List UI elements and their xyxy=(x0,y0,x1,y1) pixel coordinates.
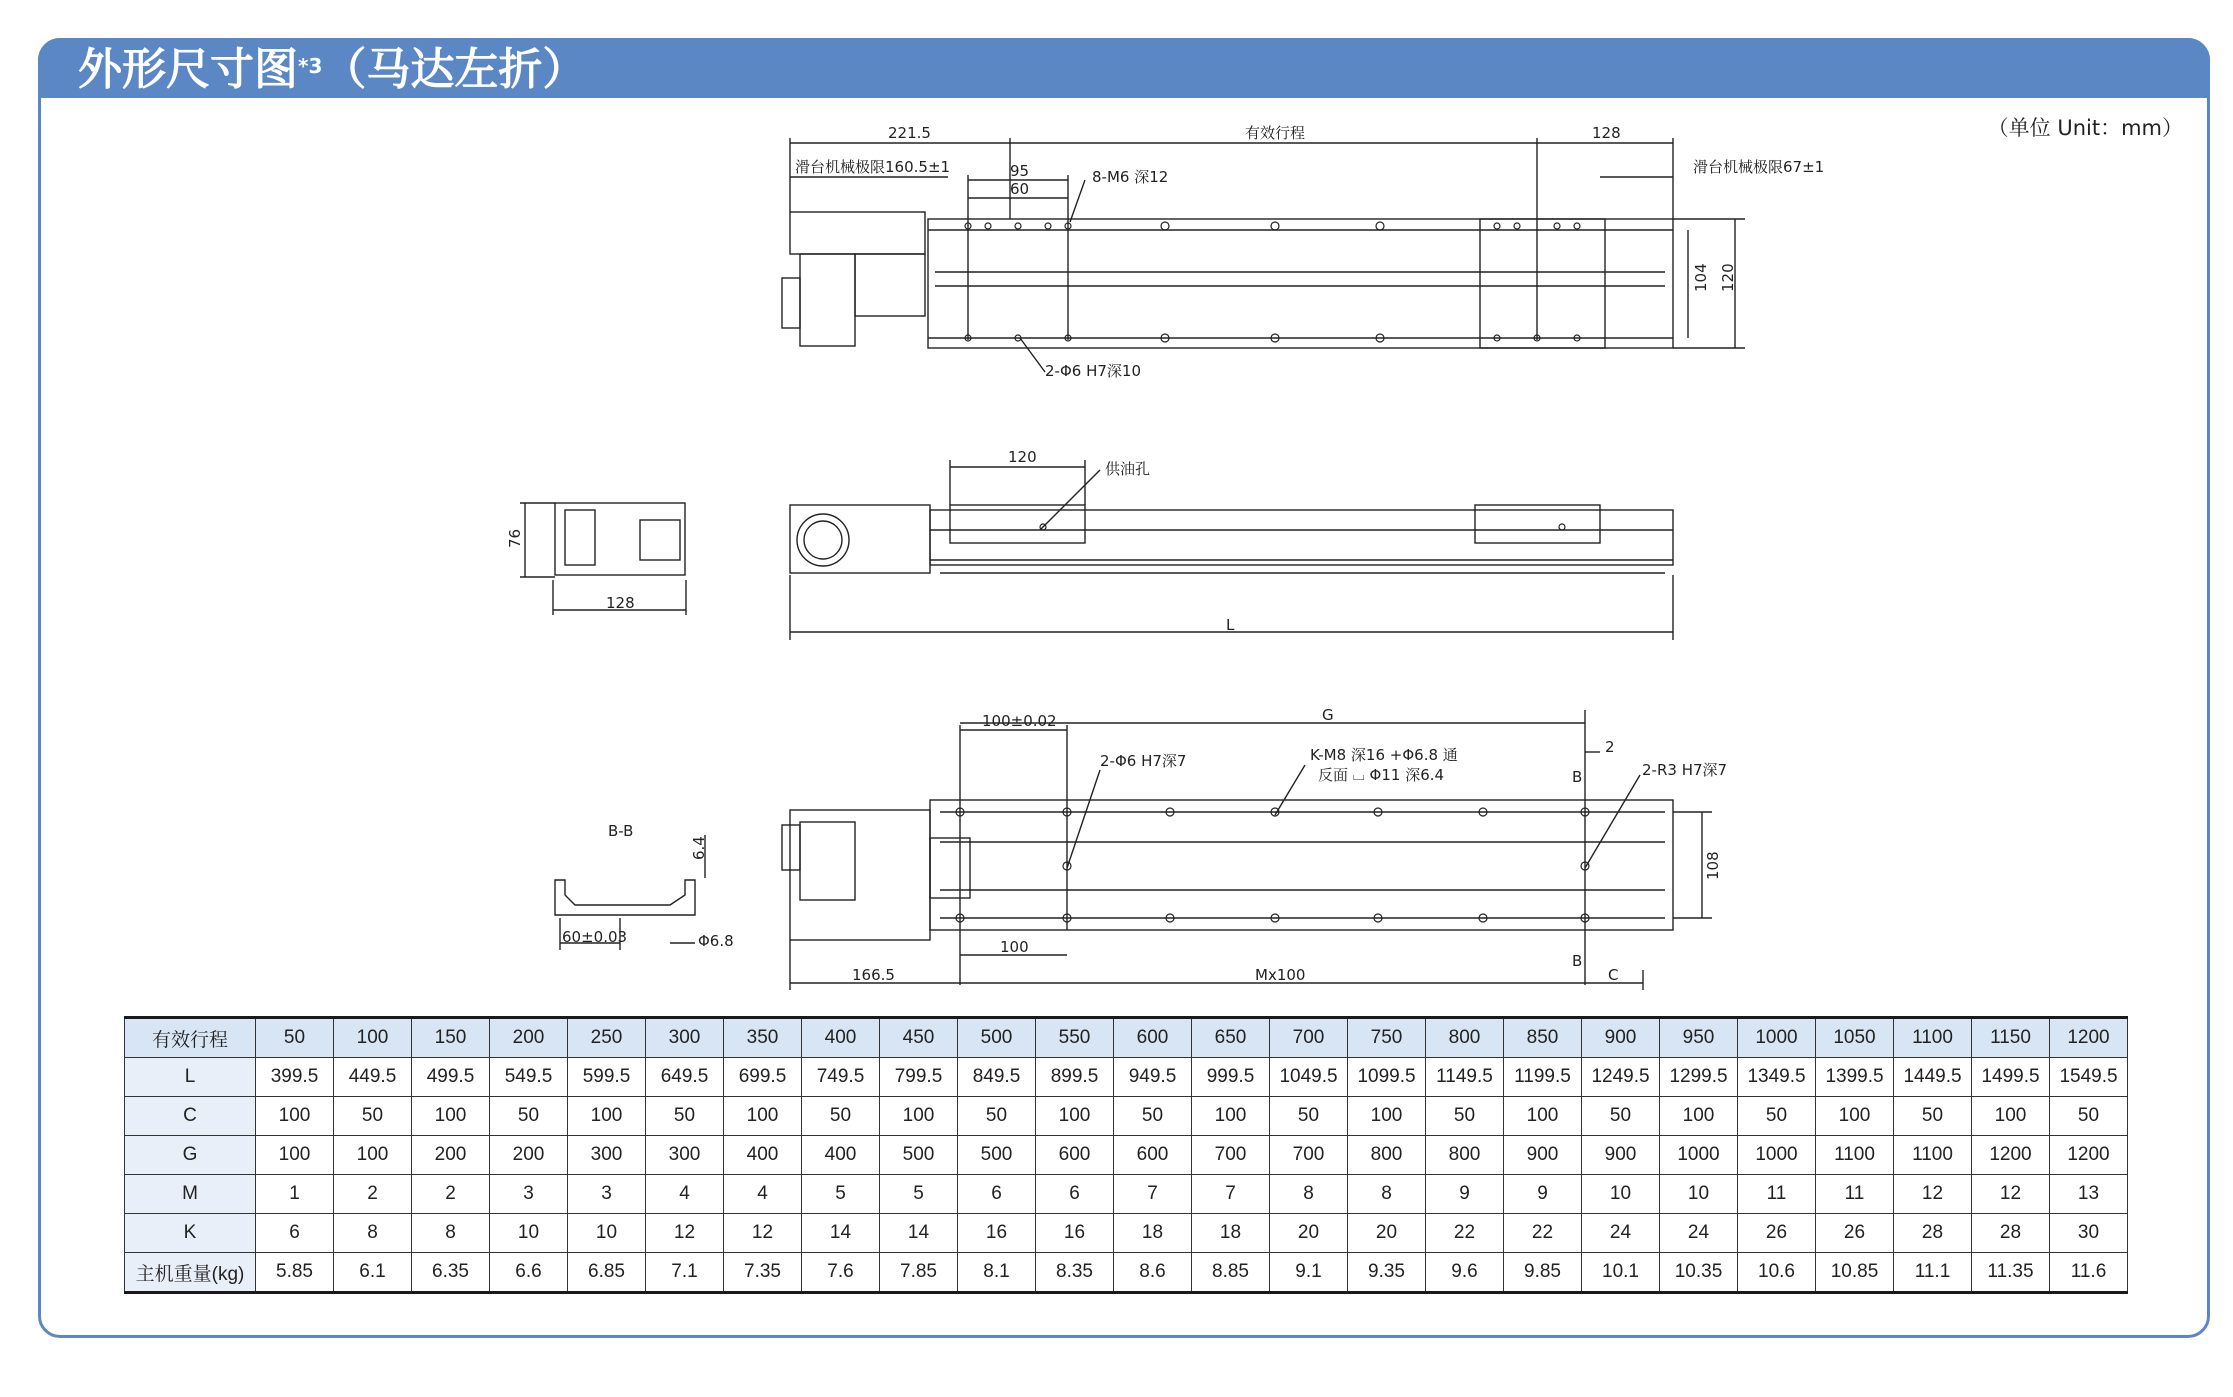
table-cell: 800 xyxy=(1426,1136,1504,1175)
table-cell: 12 xyxy=(724,1214,802,1253)
table-cell: 1549.5 xyxy=(2050,1058,2128,1097)
table-cell: 550 xyxy=(1036,1018,1114,1058)
table-cell: 999.5 xyxy=(1192,1058,1270,1097)
table-header-row xyxy=(125,1018,2128,1058)
dim-100-002: 100±0.02 xyxy=(982,712,1057,730)
table-cell: 6.6 xyxy=(490,1253,568,1293)
table-cell: 500 xyxy=(958,1018,1036,1058)
table-cell: 1 xyxy=(256,1175,334,1214)
table-cell: 300 xyxy=(646,1136,724,1175)
marker-b-bottom: B xyxy=(1572,952,1583,970)
dim-120-side: 120 xyxy=(1008,448,1037,466)
table-cell: 16 xyxy=(958,1214,1036,1253)
row-label: 主机重量(kg) xyxy=(125,1253,256,1293)
table-cell: 14 xyxy=(880,1214,958,1253)
table-row xyxy=(125,1214,2128,1253)
table-cell: 100 xyxy=(880,1097,958,1136)
table-cell: 14 xyxy=(802,1214,880,1253)
table-cell: 100 xyxy=(1192,1097,1270,1136)
table-cell: 50 xyxy=(256,1018,334,1058)
row-label: M xyxy=(125,1175,256,1214)
table-cell: 800 xyxy=(1426,1018,1504,1058)
table-cell: 599.5 xyxy=(568,1058,646,1097)
table-cell: 12 xyxy=(646,1214,724,1253)
table-cell: 1199.5 xyxy=(1504,1058,1582,1097)
dim-G: G xyxy=(1322,706,1334,724)
oil-hole-note: 供油孔 xyxy=(1105,460,1151,478)
row-label: 有效行程 xyxy=(125,1018,256,1058)
table-cell: 200 xyxy=(412,1136,490,1175)
table-cell: 22 xyxy=(1504,1214,1582,1253)
table-cell: 50 xyxy=(646,1097,724,1136)
table-cell: 8 xyxy=(1348,1175,1426,1214)
row-label: C xyxy=(125,1097,256,1136)
table-cell: 1100 xyxy=(1816,1136,1894,1175)
table-row xyxy=(125,1058,2128,1097)
table-cell: 750 xyxy=(1348,1018,1426,1058)
table-cell: 26 xyxy=(1816,1214,1894,1253)
table-cell: 11.1 xyxy=(1894,1253,1972,1293)
table-cell: 899.5 xyxy=(1036,1058,1114,1097)
table-cell: 1149.5 xyxy=(1426,1058,1504,1097)
dim-C: C xyxy=(1608,966,1619,984)
dim-221-5: 221.5 xyxy=(888,124,931,142)
mounting-holes xyxy=(956,222,1589,922)
table-cell: 1200 xyxy=(2050,1136,2128,1175)
table-cell: 8 xyxy=(1270,1175,1348,1214)
table-cell: 20 xyxy=(1270,1214,1348,1253)
table-cell: 9.85 xyxy=(1504,1253,1582,1293)
table-cell: 9 xyxy=(1426,1175,1504,1214)
table-cell: 8.85 xyxy=(1192,1253,1270,1293)
table-cell: 50 xyxy=(958,1097,1036,1136)
table-cell: 1449.5 xyxy=(1894,1058,1972,1097)
table-cell: 9.1 xyxy=(1270,1253,1348,1293)
table-cell: 50 xyxy=(1582,1097,1660,1136)
table-cell: 100 xyxy=(724,1097,802,1136)
r-holes-note: 2-R3 H7深7 xyxy=(1642,761,1728,779)
table-cell: 900 xyxy=(1582,1136,1660,1175)
table-cell: 18 xyxy=(1114,1214,1192,1253)
table-cell: 699.5 xyxy=(724,1058,802,1097)
row-label: K xyxy=(125,1214,256,1253)
table-cell: 1200 xyxy=(1972,1136,2050,1175)
table-cell: 700 xyxy=(1192,1136,1270,1175)
table-cell: 9 xyxy=(1504,1175,1582,1214)
table-cell: 10 xyxy=(1582,1175,1660,1214)
table-cell: 10 xyxy=(490,1214,568,1253)
table-cell: 7 xyxy=(1114,1175,1192,1214)
table-cell: 1399.5 xyxy=(1816,1058,1894,1097)
table-cell: 7.85 xyxy=(880,1253,958,1293)
table-cell: 150 xyxy=(412,1018,490,1058)
table-cell: 6 xyxy=(1036,1175,1114,1214)
table-cell: 1000 xyxy=(1660,1136,1738,1175)
table-cell: 4 xyxy=(724,1175,802,1214)
table-cell: 1100 xyxy=(1894,1136,1972,1175)
table-row xyxy=(125,1175,2128,1214)
table-cell: 50 xyxy=(1738,1097,1816,1136)
section-bb-label: B-B xyxy=(608,822,634,840)
marker-b-top: B xyxy=(1572,768,1583,786)
table-cell: 7.1 xyxy=(646,1253,724,1293)
dim-128-top: 128 xyxy=(1592,124,1621,142)
table-cell: 500 xyxy=(958,1136,1036,1175)
table-cell: 10 xyxy=(568,1214,646,1253)
table-cell: 100 xyxy=(568,1097,646,1136)
table-cell: 5 xyxy=(880,1175,958,1214)
table-row xyxy=(125,1253,2128,1293)
table-cell: 3 xyxy=(490,1175,568,1214)
table-cell: 8 xyxy=(412,1214,490,1253)
table-cell: 10.6 xyxy=(1738,1253,1816,1293)
pin-holes-note: 2-Φ6 H7深10 xyxy=(1045,362,1141,380)
dim-60-003: 60±0.03 xyxy=(562,928,628,946)
dim-95: 95 xyxy=(1010,162,1030,180)
dim-120-top: 120 xyxy=(1719,263,1737,292)
table-cell: 11.35 xyxy=(1972,1253,2050,1293)
table-cell: 500 xyxy=(880,1136,958,1175)
dim-L: L xyxy=(1226,616,1235,634)
table-cell: 499.5 xyxy=(412,1058,490,1097)
table-cell: 800 xyxy=(1348,1136,1426,1175)
table-cell: 400 xyxy=(802,1018,880,1058)
table-cell: 9.6 xyxy=(1426,1253,1504,1293)
table-cell: 1049.5 xyxy=(1270,1058,1348,1097)
dim-60: 60 xyxy=(1010,180,1030,198)
table-cell: 1099.5 xyxy=(1348,1058,1426,1097)
table-cell: 7.35 xyxy=(724,1253,802,1293)
table-cell: 949.5 xyxy=(1114,1058,1192,1097)
table-cell: 50 xyxy=(2050,1097,2128,1136)
table-cell: 100 xyxy=(1816,1097,1894,1136)
table-cell: 700 xyxy=(1270,1136,1348,1175)
table-cell: 100 xyxy=(256,1097,334,1136)
slide-limit-right: 滑台机械极限67±1 xyxy=(1693,158,1825,176)
table-cell: 3 xyxy=(568,1175,646,1214)
table-cell: 2 xyxy=(412,1175,490,1214)
table-cell: 10.85 xyxy=(1816,1253,1894,1293)
bottom-pin-holes-note: 2-Φ6 H7深7 xyxy=(1100,752,1187,770)
table-cell: 250 xyxy=(568,1018,646,1058)
table-cell: 8.35 xyxy=(1036,1253,1114,1293)
dim-100-bottom: 100 xyxy=(1000,938,1029,956)
table-cell: 449.5 xyxy=(334,1058,412,1097)
table-cell: 450 xyxy=(880,1018,958,1058)
table-cell: 650 xyxy=(1192,1018,1270,1058)
table-row xyxy=(125,1097,2128,1136)
table-cell: 1000 xyxy=(1738,1136,1816,1175)
table-cell: 1050 xyxy=(1816,1018,1894,1058)
table-cell: 50 xyxy=(490,1097,568,1136)
table-cell: 100 xyxy=(1036,1097,1114,1136)
dim-128-side: 128 xyxy=(606,594,635,612)
table-cell: 849.5 xyxy=(958,1058,1036,1097)
table-cell: 4 xyxy=(646,1175,724,1214)
page-title: 外形尺寸图$^{*3}$（马达左折） xyxy=(78,44,587,95)
table-cell: 50 xyxy=(334,1097,412,1136)
table-cell: 400 xyxy=(802,1136,880,1175)
table-cell: 300 xyxy=(646,1018,724,1058)
side-view xyxy=(520,460,1673,640)
table-cell: 50 xyxy=(1270,1097,1348,1136)
table-cell: 6 xyxy=(256,1214,334,1253)
table-cell: 1200 xyxy=(2050,1018,2128,1058)
table-cell: 549.5 xyxy=(490,1058,568,1097)
table-cell: 100 xyxy=(1348,1097,1426,1136)
table-cell: 24 xyxy=(1582,1214,1660,1253)
table-cell: 399.5 xyxy=(256,1058,334,1097)
table-cell: 11 xyxy=(1738,1175,1816,1214)
table-cell: 6.85 xyxy=(568,1253,646,1293)
slide-limit-left: 滑台机械极限160.5±1 xyxy=(795,158,951,176)
table-cell: 50 xyxy=(802,1097,880,1136)
table-cell: 12 xyxy=(1894,1175,1972,1214)
table-cell: 6.1 xyxy=(334,1253,412,1293)
table-cell: 100 xyxy=(1504,1097,1582,1136)
table-cell: 600 xyxy=(1036,1136,1114,1175)
table-cell: 50 xyxy=(1894,1097,1972,1136)
table-cell: 6 xyxy=(958,1175,1036,1214)
table-cell: 5.85 xyxy=(256,1253,334,1293)
k-holes-line2: 反面 ⌴ Φ11 深6.4 xyxy=(1318,766,1445,784)
table-cell: 30 xyxy=(2050,1214,2128,1253)
table-cell: 24 xyxy=(1660,1214,1738,1253)
table-cell: 950 xyxy=(1660,1018,1738,1058)
dim-104: 104 xyxy=(1692,263,1710,292)
table-cell: 200 xyxy=(490,1136,568,1175)
m6-holes-note: 8-M6 深12 xyxy=(1092,168,1169,186)
table-cell: 400 xyxy=(724,1136,802,1175)
table-cell: 1499.5 xyxy=(1972,1058,2050,1097)
table-cell: 600 xyxy=(1114,1018,1192,1058)
table-cell: 8 xyxy=(334,1214,412,1253)
table-cell: 5 xyxy=(802,1175,880,1214)
table-cell: 8.6 xyxy=(1114,1253,1192,1293)
table-cell: 900 xyxy=(1504,1136,1582,1175)
table-cell: 100 xyxy=(412,1097,490,1136)
table-cell: 100 xyxy=(1972,1097,2050,1136)
table-cell: 7 xyxy=(1192,1175,1270,1214)
table-cell: 200 xyxy=(490,1018,568,1058)
row-label: G xyxy=(125,1136,256,1175)
table-cell: 10.35 xyxy=(1660,1253,1738,1293)
row-label: L xyxy=(125,1058,256,1097)
table-cell: 18 xyxy=(1192,1214,1270,1253)
dim-6-4: 6.4 xyxy=(690,836,708,860)
table-cell: 1349.5 xyxy=(1738,1058,1816,1097)
dim-108: 108 xyxy=(1704,851,1722,880)
table-cell: 10 xyxy=(1660,1175,1738,1214)
table-cell: 799.5 xyxy=(880,1058,958,1097)
table-cell: 28 xyxy=(1972,1214,2050,1253)
table-cell: 100 xyxy=(256,1136,334,1175)
dim-166-5: 166.5 xyxy=(852,966,895,984)
table-cell: 8.1 xyxy=(958,1253,1036,1293)
table-cell: 50 xyxy=(1426,1097,1504,1136)
table-cell: 850 xyxy=(1504,1018,1582,1058)
table-cell: 2 xyxy=(334,1175,412,1214)
table-cell: 28 xyxy=(1894,1214,1972,1253)
table-cell: 100 xyxy=(334,1136,412,1175)
table-cell: 350 xyxy=(724,1018,802,1058)
table-cell: 1150 xyxy=(1972,1018,2050,1058)
table-cell: 9.35 xyxy=(1348,1253,1426,1293)
table-cell: 700 xyxy=(1270,1018,1348,1058)
table-cell: 20 xyxy=(1348,1214,1426,1253)
table-cell: 22 xyxy=(1426,1214,1504,1253)
table-cell: 50 xyxy=(1114,1097,1192,1136)
k-holes-line1: K-M8 深16 +Φ6.8 通 xyxy=(1310,746,1458,764)
table-cell: 1000 xyxy=(1738,1018,1816,1058)
table-cell: 6.35 xyxy=(412,1253,490,1293)
table-row xyxy=(125,1136,2128,1175)
table-cell: 26 xyxy=(1738,1214,1816,1253)
dim-Mx100: Mx100 xyxy=(1255,966,1306,984)
table-cell: 100 xyxy=(1660,1097,1738,1136)
table-cell: 300 xyxy=(568,1136,646,1175)
spec-table xyxy=(124,1016,2128,1294)
table-cell: 1299.5 xyxy=(1660,1058,1738,1097)
table-cell: 10.1 xyxy=(1582,1253,1660,1293)
dim-2: 2 xyxy=(1605,738,1615,756)
table-cell: 1249.5 xyxy=(1582,1058,1660,1097)
table-cell: 900 xyxy=(1582,1018,1660,1058)
dim-76: 76 xyxy=(506,528,524,548)
table-cell: 13 xyxy=(2050,1175,2128,1214)
table-cell: 100 xyxy=(334,1018,412,1058)
table-cell: 16 xyxy=(1036,1214,1114,1253)
dim-stroke: 有效行程 xyxy=(1245,124,1306,142)
table-cell: 649.5 xyxy=(646,1058,724,1097)
table-cell: 11.6 xyxy=(2050,1253,2128,1293)
table-cell: 600 xyxy=(1114,1136,1192,1175)
table-cell: 11 xyxy=(1816,1175,1894,1214)
table-cell: 1100 xyxy=(1894,1018,1972,1058)
table-cell: 749.5 xyxy=(802,1058,880,1097)
unit-label: （单位 Unit：mm） xyxy=(1987,116,2183,140)
table-cell: 7.6 xyxy=(802,1253,880,1293)
dim-phi-6-8: Φ6.8 xyxy=(698,932,734,950)
table-cell: 12 xyxy=(1972,1175,2050,1214)
